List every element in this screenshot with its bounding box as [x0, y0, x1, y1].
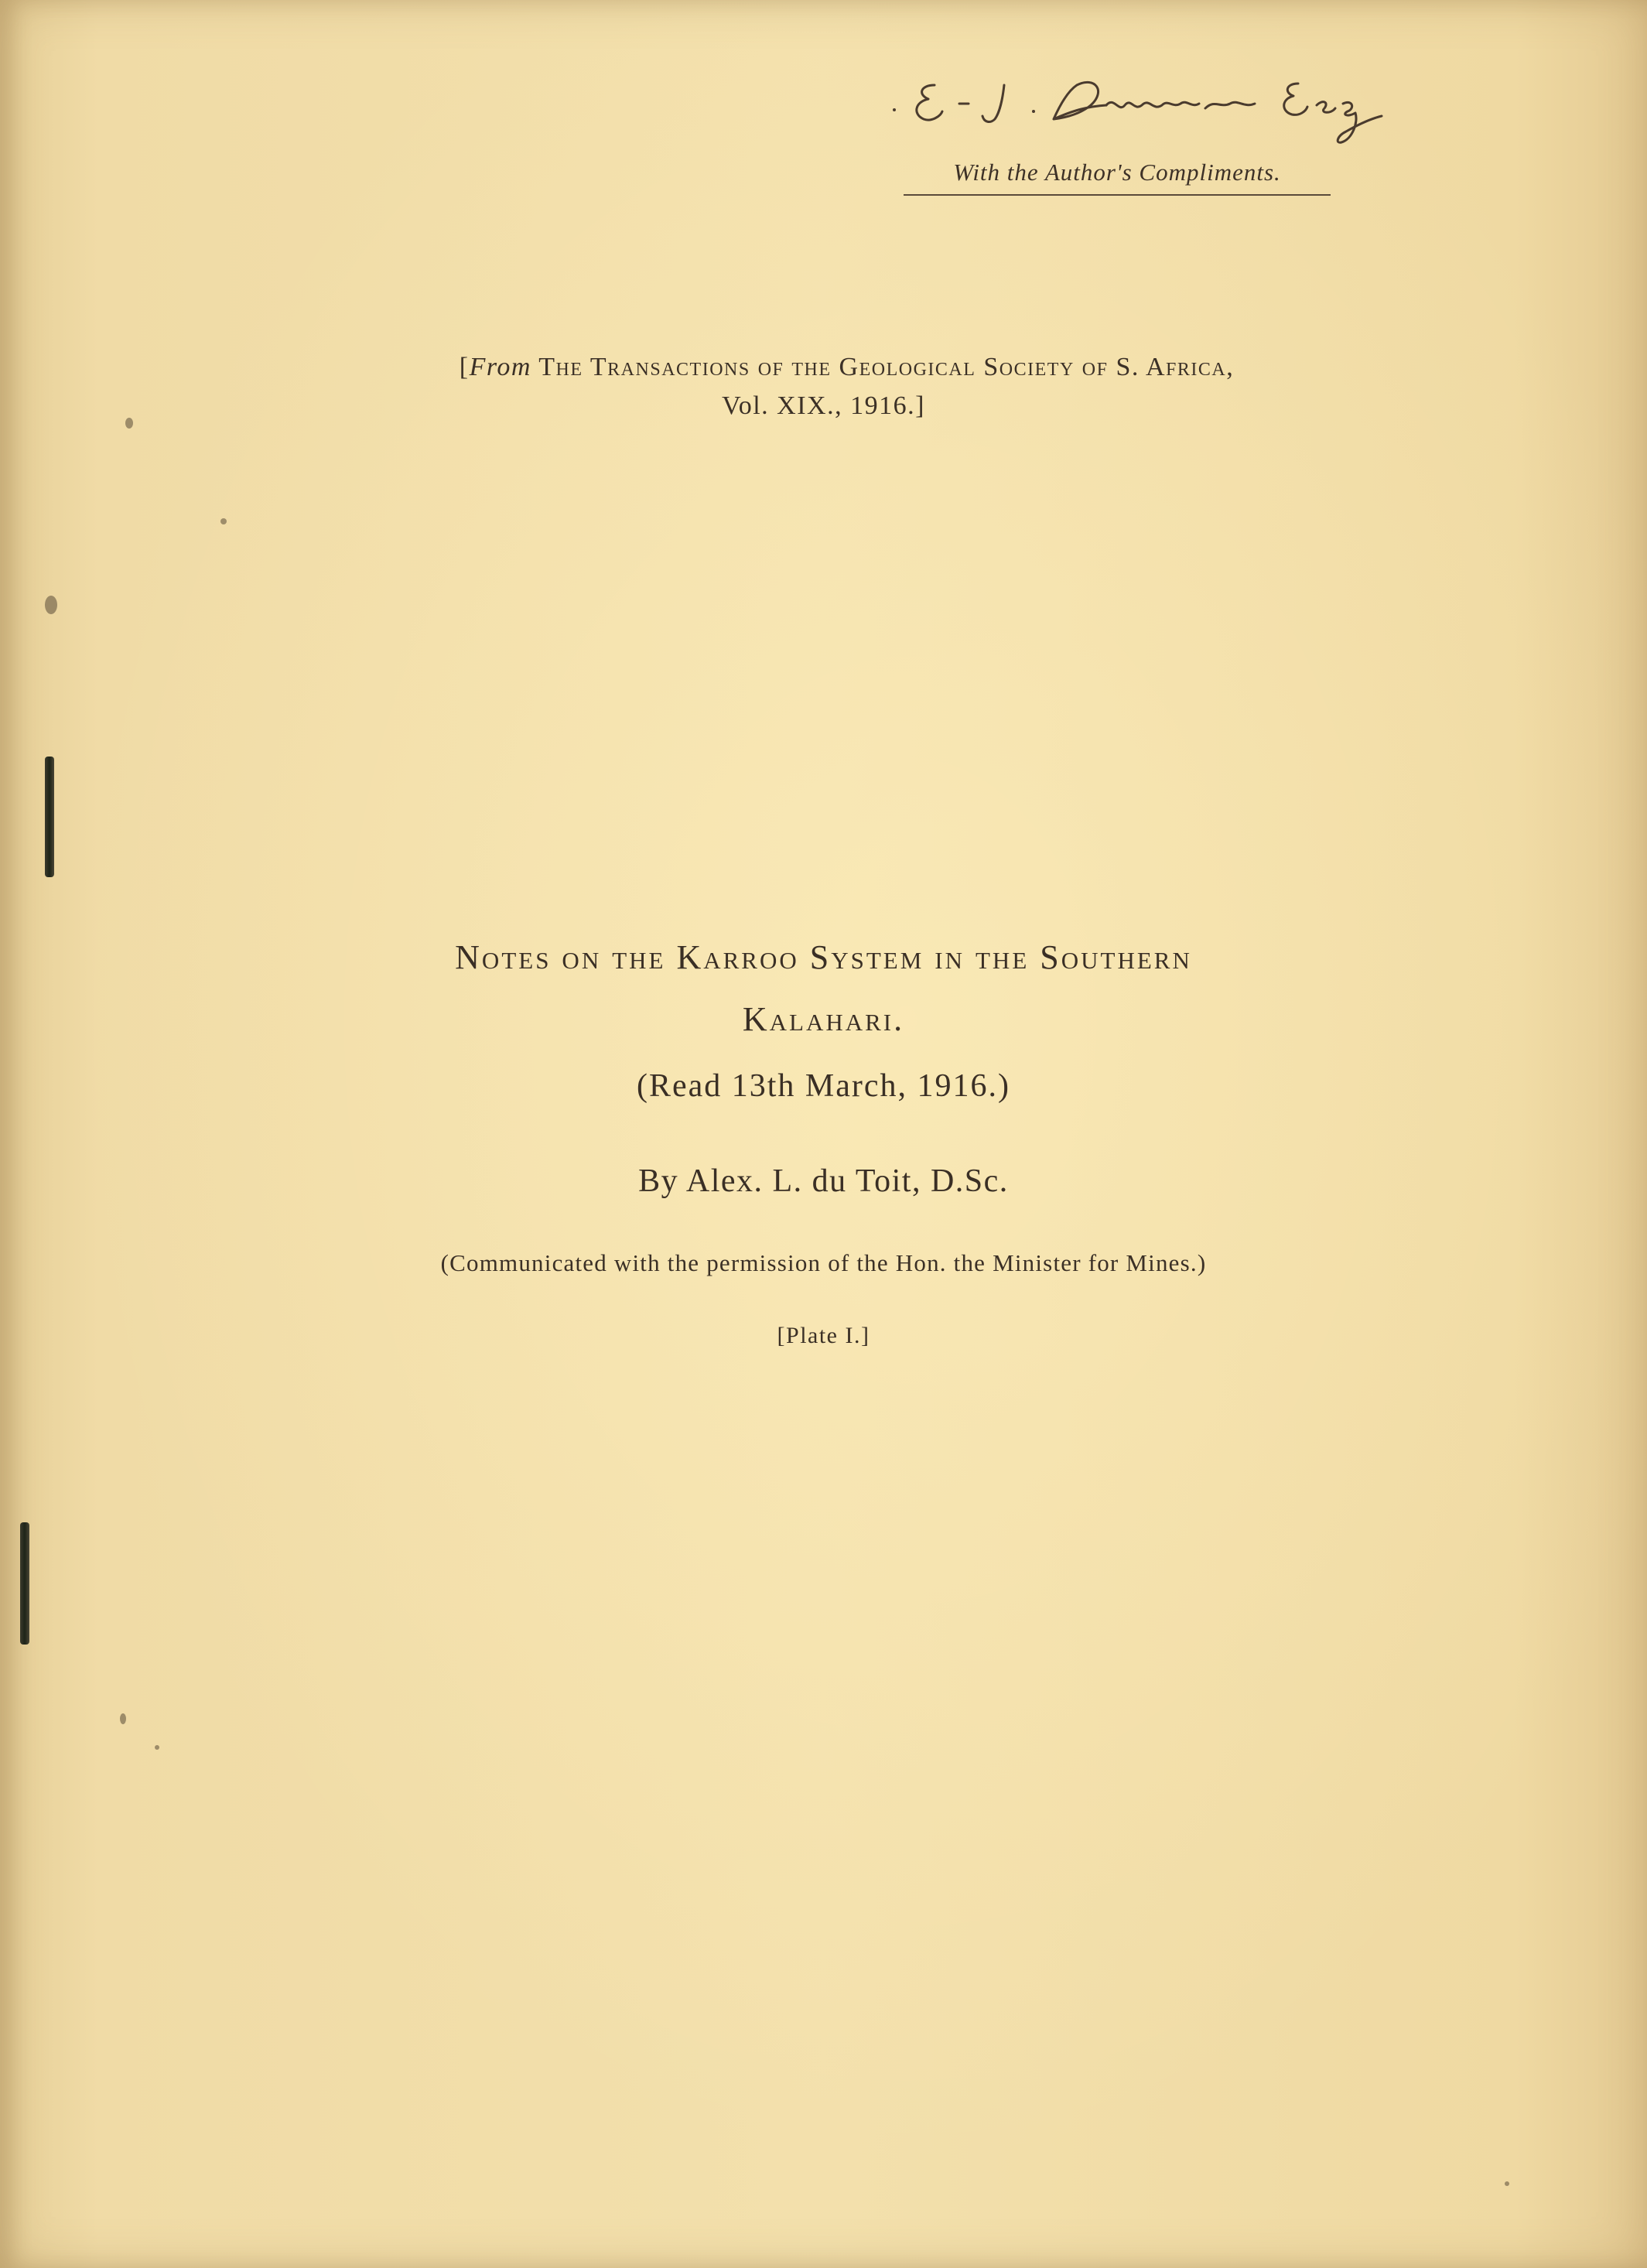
author-compliments: With the Author's Compliments. — [904, 159, 1331, 196]
paper-speck — [220, 518, 227, 524]
source-citation-line1 — [0, 348, 1647, 387]
paper-speck — [1505, 2181, 1509, 2186]
source-citation — [0, 348, 1647, 425]
paper-title-line1: Notes on the Karroo System in the Southern — [455, 938, 1192, 976]
staple-icon — [45, 757, 54, 877]
staple-icon — [20, 1522, 29, 1645]
paper-speck — [45, 596, 57, 614]
source-journal: The Transactions of the Geological Society of S. Africa, — [531, 353, 1235, 381]
paper-title — [0, 927, 1647, 1050]
plate-reference: [Plate I.] — [777, 1323, 870, 1348]
source-citation-line2: Vol. XIX., 1916.] — [722, 391, 925, 420]
source-from: From — [469, 353, 531, 381]
author-line: By Alex. L. du Toit, D.Sc. — [638, 1163, 1009, 1199]
communication-note: (Communicated with the permission of the Hon. the Minister for Mines.) — [440, 1249, 1207, 1276]
read-date: (Read 13th March, 1916.) — [636, 1068, 1011, 1104]
paper-speck — [120, 1713, 126, 1724]
paper-title-line2: Kalahari. — [742, 1000, 905, 1038]
handwritten-signature — [874, 68, 1400, 145]
paper-speck — [155, 1745, 159, 1750]
bracket-open: [ — [459, 353, 470, 381]
